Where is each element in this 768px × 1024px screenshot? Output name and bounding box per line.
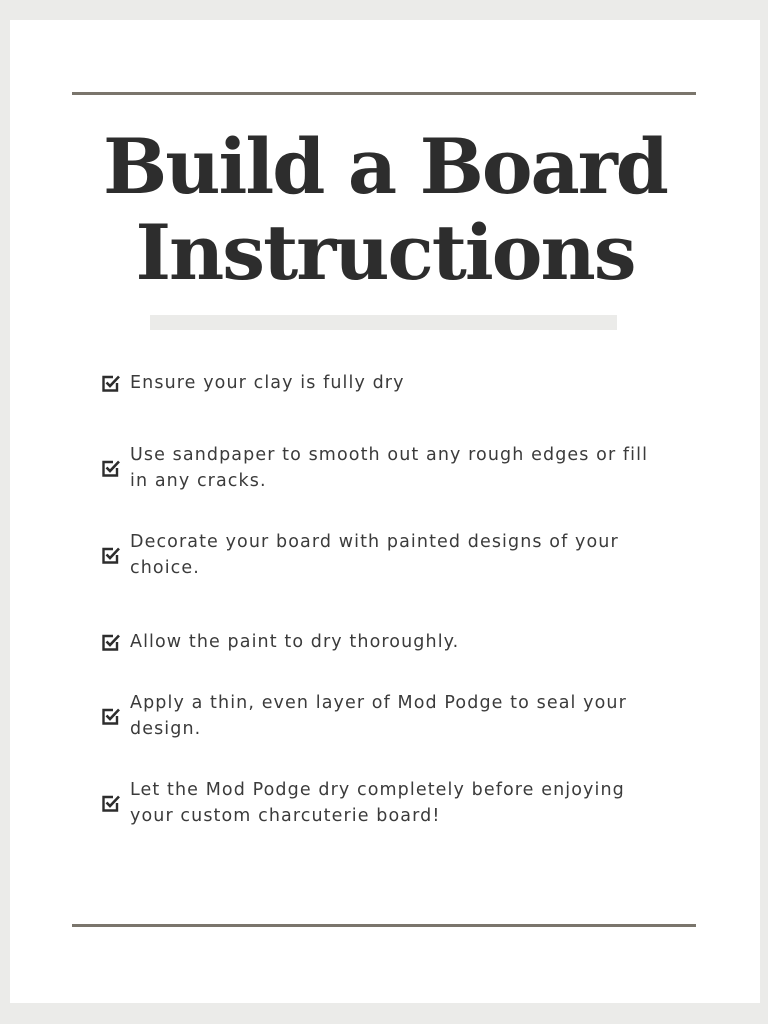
checkbox-checked-icon xyxy=(100,544,122,566)
step-item xyxy=(100,777,670,829)
step-text: Let the Mod Podge dry completely before enjoying your custom charcuterie board! xyxy=(130,780,625,826)
step-item xyxy=(100,629,670,655)
step-text: Apply a thin, even layer of Mod Podge to seal your design. xyxy=(130,693,627,739)
instruction-card xyxy=(10,20,760,1003)
checkbox-checked-icon xyxy=(100,631,122,653)
title-line-2: Instructions xyxy=(135,208,635,297)
checkbox-checked-icon xyxy=(100,457,122,479)
step-text: Ensure your clay is fully dry xyxy=(130,373,405,393)
top-divider xyxy=(72,92,696,95)
title-underline-bar xyxy=(150,315,617,330)
checkbox-checked-icon xyxy=(100,705,122,727)
step-text: Use sandpaper to smooth out any rough edges or fill in any cracks. xyxy=(130,445,649,491)
bottom-divider xyxy=(72,924,696,927)
step-text: Decorate your board with painted designs of your choice. xyxy=(130,532,619,578)
step-item xyxy=(100,529,670,581)
checkbox-checked-icon xyxy=(100,792,122,814)
step-item xyxy=(100,442,670,494)
step-text: Allow the paint to dry thoroughly. xyxy=(130,632,460,652)
step-item xyxy=(100,370,670,396)
title-line-1: Build a Board xyxy=(103,122,667,211)
step-item xyxy=(100,690,670,742)
checkbox-checked-icon xyxy=(100,372,122,394)
page-title xyxy=(10,124,760,296)
